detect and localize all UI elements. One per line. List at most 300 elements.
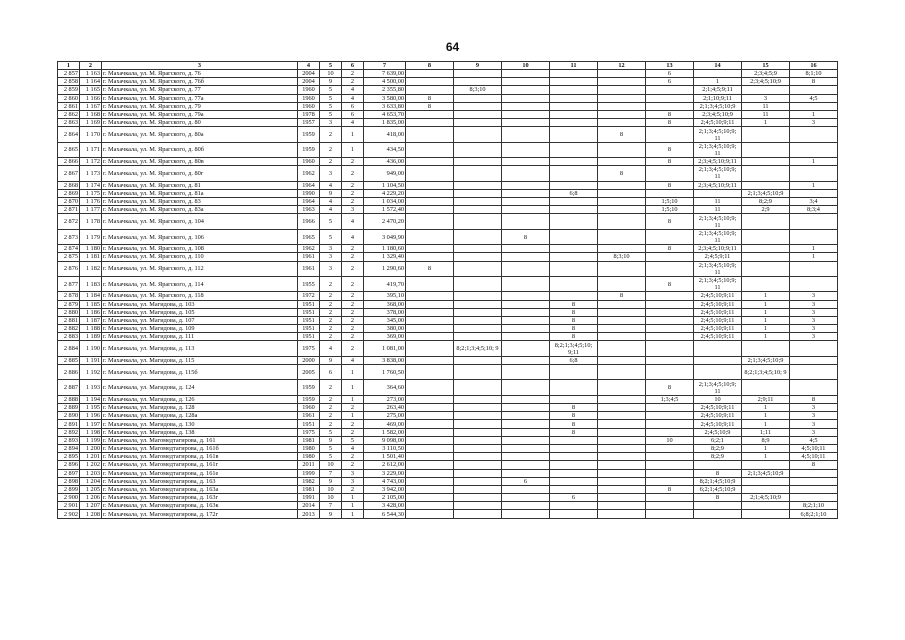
table-cell <box>406 469 454 477</box>
table-cell: 4 <box>342 94 364 102</box>
table-row <box>58 494 838 502</box>
table-cell <box>646 444 694 452</box>
table-row <box>58 395 838 403</box>
table-cell: 2;4;5;10;9;11 <box>694 316 742 324</box>
table-cell: г. Махачкала, ул. М. Ярагского, д. 81 <box>102 181 298 189</box>
table-row <box>58 127 838 142</box>
table-cell <box>454 119 502 127</box>
table-row <box>58 428 838 436</box>
table-cell: 5 <box>320 214 342 229</box>
table-cell <box>454 229 502 244</box>
table-cell <box>454 102 502 110</box>
table-row <box>58 365 838 380</box>
table-cell <box>550 444 598 452</box>
table-cell: 1978 <box>298 110 320 118</box>
table-cell <box>406 428 454 436</box>
table-cell <box>790 127 838 142</box>
table-cell: 1951 <box>298 316 320 324</box>
column-header: 16 <box>790 62 838 70</box>
table-cell: 3 <box>742 94 790 102</box>
table-cell <box>598 428 646 436</box>
table-cell <box>502 380 550 395</box>
table-cell: 2 <box>342 181 364 189</box>
table-cell: 8;2;9 <box>742 198 790 206</box>
table-cell: 4;5 <box>790 436 838 444</box>
table-cell <box>790 166 838 181</box>
table-cell: 2 <box>342 292 364 300</box>
table-cell: 1 196 <box>80 412 102 420</box>
table-cell: 2;3;4;5;10;9;11 <box>694 158 742 166</box>
table-cell: 1951 <box>298 420 320 428</box>
table-cell: 1 <box>790 110 838 118</box>
table-cell: г. Махачкала, ул. Магидова, д. 128 <box>102 404 298 412</box>
table-cell: г. Махачкала, ул. М. Ярагского, д. 81а <box>102 189 298 197</box>
table-cell <box>598 181 646 189</box>
table-cell <box>406 453 454 461</box>
table-cell <box>502 198 550 206</box>
table-cell: 2 <box>320 158 342 166</box>
table-cell: 2004 <box>298 78 320 86</box>
table-cell <box>454 395 502 403</box>
table-cell: г. Махачкала, ул. Магомедтагирова, д. 161б <box>102 444 298 452</box>
table-cell: 2;1;4;5;9;11 <box>694 86 742 94</box>
table-cell: 5 <box>320 428 342 436</box>
table-cell: 2 <box>320 142 342 157</box>
table-cell <box>454 469 502 477</box>
table-cell: 1 184 <box>80 292 102 300</box>
table-cell: 3 <box>790 119 838 127</box>
table-cell <box>598 229 646 244</box>
table-cell <box>550 365 598 380</box>
table-cell <box>406 189 454 197</box>
table-cell: 3 <box>790 404 838 412</box>
table-cell <box>502 110 550 118</box>
table-row <box>58 356 838 364</box>
table-cell: 2 892 <box>58 428 80 436</box>
table-row <box>58 477 838 485</box>
table-cell: 6 <box>502 477 550 485</box>
table-cell: 6;2;1 <box>694 436 742 444</box>
table-cell: 1960 <box>298 158 320 166</box>
table-cell: 1 193 <box>80 380 102 395</box>
table-cell: 8;3;10 <box>454 86 502 94</box>
table-cell: 8 <box>646 181 694 189</box>
table-cell: 4 <box>342 444 364 452</box>
table-cell: 3 <box>790 316 838 324</box>
table-cell: 2 881 <box>58 316 80 324</box>
table-cell <box>406 444 454 452</box>
table-cell <box>598 404 646 412</box>
table-cell <box>550 214 598 229</box>
table-cell <box>406 86 454 94</box>
table-cell: 2 889 <box>58 404 80 412</box>
table-cell: 2;1;3;4;5;10;9 <box>742 469 790 477</box>
table-cell: 2;1;3;4;5;10;9; 11 <box>694 229 742 244</box>
table-cell: 7 <box>320 502 342 510</box>
table-cell <box>694 189 742 197</box>
table-cell: 1 165 <box>80 86 102 94</box>
table-cell <box>454 380 502 395</box>
table-cell <box>598 325 646 333</box>
table-cell <box>550 261 598 276</box>
table-cell: 2 <box>342 78 364 86</box>
table-cell: 2 873 <box>58 229 80 244</box>
table-cell: 1951 <box>298 308 320 316</box>
table-cell: 2 888 <box>58 395 80 403</box>
table-cell <box>742 477 790 485</box>
table-cell: 2 869 <box>58 189 80 197</box>
table-cell: 2 857 <box>58 70 80 78</box>
table-cell: 1 835,00 <box>364 119 406 127</box>
table-cell <box>502 420 550 428</box>
table-cell: 3 <box>320 261 342 276</box>
table-cell: 2 <box>342 428 364 436</box>
table-cell <box>406 365 454 380</box>
table-cell <box>646 453 694 461</box>
table-cell: 1;5;10 <box>646 198 694 206</box>
table-cell: 8 <box>550 333 598 341</box>
table-cell <box>550 110 598 118</box>
table-cell: 2 <box>342 485 364 493</box>
table-cell: 419,70 <box>364 276 406 291</box>
table-row <box>58 214 838 229</box>
table-cell: 1 207 <box>80 502 102 510</box>
table-cell <box>502 292 550 300</box>
table-row <box>58 206 838 214</box>
table-cell: 2 870 <box>58 198 80 206</box>
table-cell: 11 <box>742 110 790 118</box>
table-cell: 1 <box>342 365 364 380</box>
table-cell: 1 582,00 <box>364 428 406 436</box>
table-cell <box>406 158 454 166</box>
table-cell <box>790 276 838 291</box>
table-cell: 3 <box>790 325 838 333</box>
table-cell: 1 174 <box>80 181 102 189</box>
table-cell: 10 <box>320 494 342 502</box>
table-cell: 2 874 <box>58 245 80 253</box>
table-cell: 368,00 <box>364 300 406 308</box>
table-cell <box>454 412 502 420</box>
table-cell: 1 181 <box>80 253 102 261</box>
table-cell <box>502 341 550 356</box>
table-cell: 1 202 <box>80 461 102 469</box>
table-cell: 1959 <box>298 395 320 403</box>
table-cell: 2 <box>342 325 364 333</box>
table-cell: 1 104,50 <box>364 181 406 189</box>
table-cell: 5 <box>320 94 342 102</box>
table-cell: 2 <box>342 189 364 197</box>
table-cell <box>406 510 454 518</box>
table-cell: 1990 <box>298 189 320 197</box>
table-cell: 5 <box>320 444 342 452</box>
table-cell: 2;3;4;5;10;9;11 <box>694 245 742 253</box>
table-cell: 1972 <box>298 292 320 300</box>
table-row <box>58 420 838 428</box>
table-cell <box>502 316 550 324</box>
table-cell: г. Махачкала, ул. Магидова, д. 111 <box>102 333 298 341</box>
table-cell: 1;11 <box>742 428 790 436</box>
table-cell: 8;3;10 <box>598 253 646 261</box>
table-cell: г. Махачкала, ул. Магомедтагирова, д. 161г <box>102 461 298 469</box>
table-cell <box>790 477 838 485</box>
table-cell: 2 884 <box>58 341 80 356</box>
table-cell: г. Махачкала, ул. Магидова, д. 138 <box>102 428 298 436</box>
table-cell: 1 <box>742 333 790 341</box>
table-cell: 2;9;11 <box>742 395 790 403</box>
table-cell <box>694 510 742 518</box>
table-cell: г. Махачкала, ул. Магидова, д. 126 <box>102 395 298 403</box>
table-cell <box>598 510 646 518</box>
table-cell: 1 <box>742 325 790 333</box>
table-cell <box>598 214 646 229</box>
table-cell: 2 <box>320 127 342 142</box>
table-cell <box>550 453 598 461</box>
table-cell: 2 879 <box>58 300 80 308</box>
table-cell: 1 <box>694 78 742 86</box>
table-cell: 2;1;3;4;5;10;9; 11 <box>694 261 742 276</box>
table-cell: 3 <box>320 166 342 181</box>
table-cell: 1 185 <box>80 300 102 308</box>
table-row <box>58 94 838 102</box>
table-cell <box>454 316 502 324</box>
table-cell <box>502 428 550 436</box>
table-cell: 3 <box>320 253 342 261</box>
table-cell <box>454 70 502 78</box>
table-cell: 8 <box>550 428 598 436</box>
table-cell: 2 105,00 <box>364 494 406 502</box>
table-cell: 1981 <box>298 436 320 444</box>
table-cell: 1 186 <box>80 308 102 316</box>
table-row <box>58 158 838 166</box>
table-cell: 1 081,00 <box>364 341 406 356</box>
table-cell <box>598 158 646 166</box>
table-cell: 273,00 <box>364 395 406 403</box>
table-cell <box>550 292 598 300</box>
table-cell: г. Махачкала, ул. Магидова, д. 109 <box>102 325 298 333</box>
table-cell: 8;2;1;3;4;5;10; 9 <box>454 341 502 356</box>
table-row <box>58 276 838 291</box>
table-cell <box>694 502 742 510</box>
table-cell <box>454 477 502 485</box>
table-cell <box>790 261 838 276</box>
table-cell <box>454 94 502 102</box>
table-cell: 2014 <box>298 502 320 510</box>
table-cell <box>502 333 550 341</box>
table-cell: 1 208 <box>80 510 102 518</box>
table-cell <box>406 119 454 127</box>
table-cell <box>406 477 454 485</box>
table-cell <box>502 444 550 452</box>
column-header: 6 <box>342 62 364 70</box>
table-cell: 11 <box>694 198 742 206</box>
table-cell: 4 229,20 <box>364 189 406 197</box>
table-cell: 1960 <box>298 94 320 102</box>
table-cell: 1 183 <box>80 276 102 291</box>
table-cell: 3 229,00 <box>364 469 406 477</box>
table-cell <box>406 395 454 403</box>
table-cell <box>694 461 742 469</box>
table-cell: г. Махачкала, ул. Магидова, д. 113 <box>102 341 298 356</box>
table-cell <box>742 341 790 356</box>
table-cell <box>598 206 646 214</box>
table-cell: 6 <box>646 78 694 86</box>
table-cell <box>742 127 790 142</box>
table-cell: 1 163 <box>80 70 102 78</box>
table-cell: 1 205 <box>80 485 102 493</box>
table-cell <box>598 380 646 395</box>
table-cell: г. Махачкала, ул. М. Ярагского, д. 80г <box>102 166 298 181</box>
table-row <box>58 485 838 493</box>
table-cell: 3;4 <box>790 198 838 206</box>
table-cell: 4 <box>342 119 364 127</box>
table-cell <box>598 412 646 420</box>
table-cell: г. Махачкала, ул. Магидова, д. 115 <box>102 356 298 364</box>
table-cell <box>742 181 790 189</box>
table-cell <box>454 308 502 316</box>
table-cell: 2013 <box>298 510 320 518</box>
table-cell: 2;1;4;5;10;9 <box>742 494 790 502</box>
table-cell: 949,00 <box>364 166 406 181</box>
table-cell <box>742 86 790 94</box>
table-cell: 7 639,00 <box>364 70 406 78</box>
table-cell: г. Махачкала, ул. М. Ярагского, д. 77а <box>102 94 298 102</box>
table-cell <box>406 412 454 420</box>
table-cell <box>454 325 502 333</box>
table-cell: 3 <box>790 428 838 436</box>
table-cell: 2 <box>342 198 364 206</box>
table-cell <box>406 461 454 469</box>
table-cell: 1982 <box>298 477 320 485</box>
table-cell <box>454 436 502 444</box>
table-cell: 4;5;10;11 <box>790 453 838 461</box>
table-cell <box>454 485 502 493</box>
table-cell <box>550 469 598 477</box>
table-cell: 5 <box>320 86 342 94</box>
table-cell: 2;3;4;5;9 <box>742 70 790 78</box>
table-cell: 6;2;1;4;5;10;9 <box>694 485 742 493</box>
table-cell: г. Махачкала, ул. М. Ярагского, д. 104 <box>102 214 298 229</box>
table-cell: 1 <box>342 380 364 395</box>
table-cell: 6 544,30 <box>364 510 406 518</box>
table-cell: 2 900 <box>58 494 80 502</box>
table-cell: 2 <box>342 300 364 308</box>
table-cell: 2 <box>320 395 342 403</box>
table-cell: 2 <box>320 380 342 395</box>
table-cell: 5 <box>320 102 342 110</box>
table-cell <box>742 166 790 181</box>
table-cell: 2;4;5;10;9;11 <box>694 300 742 308</box>
table-cell: 8;2;9 <box>694 453 742 461</box>
table-cell <box>598 316 646 324</box>
table-cell: 1 182 <box>80 261 102 276</box>
table-cell: 3 942,00 <box>364 485 406 493</box>
table-cell: 1 <box>742 420 790 428</box>
table-cell: 3 049,90 <box>364 229 406 244</box>
column-header: 10 <box>502 62 550 70</box>
table-cell: 1962 <box>298 166 320 181</box>
table-cell: 1951 <box>298 300 320 308</box>
table-cell: 1951 <box>298 325 320 333</box>
table-cell: 2 <box>320 420 342 428</box>
table-cell <box>454 198 502 206</box>
table-cell: 1 <box>742 412 790 420</box>
table-cell: 3 633,80 <box>364 102 406 110</box>
table-cell: 4 <box>342 214 364 229</box>
table-cell <box>502 412 550 420</box>
table-cell: 1966 <box>298 214 320 229</box>
table-cell <box>646 261 694 276</box>
table-cell: 8 <box>694 494 742 502</box>
table-cell: 1 <box>342 494 364 502</box>
table-cell <box>742 261 790 276</box>
table-cell <box>790 365 838 380</box>
table-cell <box>550 395 598 403</box>
table-cell: 2004 <box>298 70 320 78</box>
table-cell <box>406 78 454 86</box>
table-cell <box>598 395 646 403</box>
table-cell: 8 <box>646 110 694 118</box>
table-cell: г. Махачкала, ул. Магомедтагирова, д. 161 <box>102 436 298 444</box>
table-cell: 8;2;1;3;4;5;10; 9 <box>742 365 790 380</box>
table-cell <box>550 198 598 206</box>
column-header: 1 <box>58 62 80 70</box>
table-cell: 2 858 <box>58 78 80 86</box>
table-cell: 8 <box>646 214 694 229</box>
table-cell: 2;3;4;5;10;9 <box>694 110 742 118</box>
table-cell: 1 <box>342 510 364 518</box>
table-cell: 1964 <box>298 181 320 189</box>
table-cell: 1 <box>742 119 790 127</box>
table-cell: 6 <box>342 110 364 118</box>
table-row <box>58 102 838 110</box>
table-cell: 1999 <box>298 469 320 477</box>
table-cell: 2 859 <box>58 86 80 94</box>
table-cell: 2;4;5;10;9;11 <box>694 333 742 341</box>
table-cell: 2 875 <box>58 253 80 261</box>
table-cell <box>502 453 550 461</box>
table-cell <box>550 229 598 244</box>
table-cell: 5 <box>320 110 342 118</box>
table-cell <box>454 142 502 157</box>
table-cell: 8 <box>550 325 598 333</box>
table-cell: г. Махачкала, ул. М. Ярагского, д. 77 <box>102 86 298 94</box>
table-cell <box>454 502 502 510</box>
table-cell: 6 <box>320 365 342 380</box>
table-cell: 2 901 <box>58 502 80 510</box>
table-cell <box>406 420 454 428</box>
table-cell: г. Махачкала, ул. Магомедтагирова, д. 163к <box>102 502 298 510</box>
table-cell: 8;9 <box>742 436 790 444</box>
table-cell: г. Махачкала, ул. Магидова, д. 124 <box>102 380 298 395</box>
table-cell: 8 <box>646 276 694 291</box>
table-cell: 1 180,60 <box>364 245 406 253</box>
table-cell <box>406 502 454 510</box>
table-cell: 1 168 <box>80 110 102 118</box>
table-cell: 2 872 <box>58 214 80 229</box>
table-cell: 1 204 <box>80 477 102 485</box>
table-cell <box>646 292 694 300</box>
data-table <box>57 61 838 519</box>
table-cell: 3 110,50 <box>364 444 406 452</box>
table-cell: 1959 <box>298 380 320 395</box>
table-row <box>58 461 838 469</box>
table-cell <box>406 436 454 444</box>
table-cell <box>646 404 694 412</box>
table-cell: 2 <box>342 158 364 166</box>
table-cell: 1 195 <box>80 404 102 412</box>
table-cell: г. Махачкала, ул. М. Ярагского, д. 118 <box>102 292 298 300</box>
table-cell: 436,00 <box>364 158 406 166</box>
